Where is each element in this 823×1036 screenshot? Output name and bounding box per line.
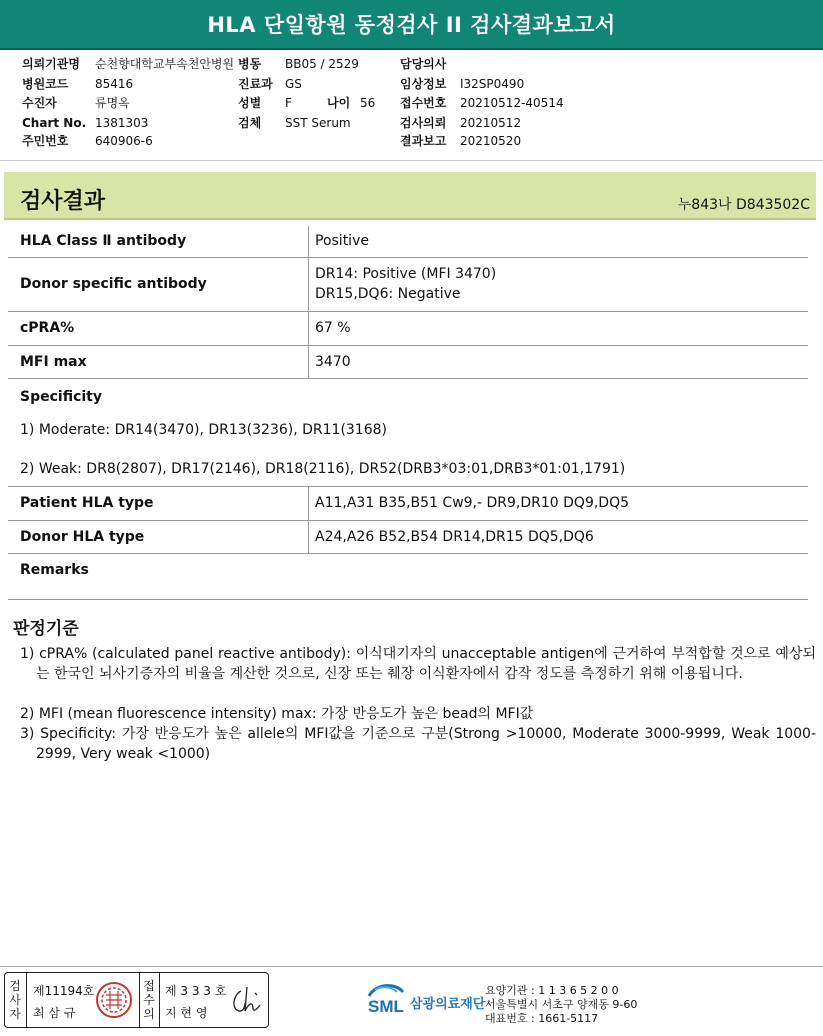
cpra-label: cPRA% (20, 320, 75, 336)
criteria-item-3: 3) Specificity: 가장 반응도가 높은 allele의 MFI값을 기준으로 구분(Strong >10000, Moderate 3000-9999, Weak 1000-2999, Very weak <1000) (20, 726, 816, 762)
row-remarks (8, 554, 808, 600)
ward-label: 병동 (238, 57, 262, 71)
results-section-title: 검사결과 (20, 189, 106, 214)
row-class2-antibody (8, 226, 808, 258)
accession-number: 누843나 D843502C (677, 197, 810, 213)
age-label: 나이 (327, 96, 351, 110)
chart-label: Chart No. (22, 116, 87, 130)
header-divider (0, 160, 823, 161)
patient-hla-label: Patient HLA type (20, 495, 154, 511)
lab-phone: 대표번호 : 1661-5117 (485, 1012, 599, 1025)
criteria-title: 판정기준 (13, 619, 79, 639)
clinical-info-label: 임상정보 (400, 77, 447, 91)
specificity-label: Specificity (20, 389, 102, 405)
receipt-value: 20210512-40514 (460, 96, 564, 110)
request-label: 검사의뢰 (400, 116, 447, 130)
mfi-value: 3470 (315, 354, 351, 370)
seal-stamp-icon (95, 981, 133, 1019)
tester-license: 제11194호 (33, 984, 95, 998)
resident-label: 주민번호 (22, 134, 69, 148)
institution-label: 의뢰기관명 (22, 57, 80, 71)
criteria-item-1: 1) cPRA% (calculated panel reactive antibody): 이식대기자의 unacceptable antigen에 근거하여 부적합할 것으로 예상되는 한국인 뇌사기증자의 비율을 계산한 것으로, 신장 또는 췌장 이식환자에서 감작 정도를 측정하기 위해 이용됩니다. (20, 646, 816, 682)
lab-address: 서울특별시 서초구 양재동 9-60 (485, 998, 638, 1011)
request-value: 20210512 (460, 116, 522, 130)
approver-name: 지 현 영 (165, 1006, 208, 1020)
row-cpra (8, 312, 808, 346)
department-value: GS (285, 77, 302, 91)
footer-divider (0, 966, 823, 967)
institution-value: 순천향대학교부속천안병원 (95, 57, 235, 71)
donor-hla-label: Donor HLA type (20, 529, 145, 545)
dsa-value-1: DR14: Positive (MFI 3470) (315, 266, 497, 282)
sex-label: 성별 (238, 96, 262, 110)
approver-license: 제 3 3 3 호 (165, 984, 227, 998)
mfi-label: MFI max (20, 354, 87, 370)
tester-name: 최 삼 규 (33, 1006, 76, 1020)
row-donor-hla (8, 521, 808, 554)
sml-logo-icon (365, 978, 407, 1020)
age-value: 56 (360, 96, 376, 110)
hospital-code-label: 병원코드 (22, 77, 69, 91)
row-patient-hla (8, 487, 808, 521)
row-donor-specific-antibody (8, 258, 808, 312)
doctor-label: 담당의사 (400, 57, 447, 71)
lab-code: 요양기관 : 1 1 3 6 5 2 0 0 (485, 984, 619, 997)
sml-logo-text: SML (368, 997, 404, 1016)
tester-label: 검사자 (9, 979, 21, 1021)
criteria-item-2: 2) MFI (mean fluorescence intensity) max: 가장 반응도가 높은 bead의 MFI값 (20, 706, 534, 722)
report-date-label: 결과보고 (400, 134, 447, 148)
org-name: 삼광의료재단 (410, 997, 486, 1012)
clinical-info-value: I32SP0490 (460, 77, 525, 91)
specimen-value: SST Serum (285, 116, 351, 130)
cpra-value: 67 % (315, 320, 351, 336)
dsa-label: Donor specific antibody (20, 276, 207, 292)
ward-value: BB05 / 2529 (285, 57, 359, 71)
receipt-label: 접수번호 (400, 96, 447, 110)
patient-label: 수진자 (22, 96, 57, 110)
report-title: HLA 단일항원 동정검사 II 검사결과보고서 (0, 0, 823, 50)
sex-value: F (285, 96, 292, 110)
results-section-bar (4, 172, 816, 220)
row-mfi-max (8, 346, 808, 379)
patient-value: 류명옥 (95, 96, 130, 110)
signature-icon (227, 983, 263, 1017)
signature-box (4, 972, 269, 1028)
dsa-value-2: DR15,DQ6: Negative (315, 286, 461, 302)
donor-hla-value: A24,A26 B52,B54 DR14,DR15 DQ5,DQ6 (315, 529, 594, 545)
specificity-moderate: 1) Moderate: DR14(3470), DR13(3236), DR11(3168) (20, 422, 387, 438)
specimen-label: 검체 (238, 116, 262, 130)
approver-label: 접수의 (143, 979, 155, 1021)
specificity-weak: 2) Weak: DR8(2807), DR17(2146), DR18(2116), DR52(DRB3*03:01,DRB3*01:01,1791) (20, 461, 626, 477)
hospital-code-value: 85416 (95, 77, 134, 91)
chart-value: 1381303 (95, 116, 149, 130)
resident-value: 640906-6 (95, 134, 153, 148)
department-label: 진료과 (238, 77, 273, 91)
class2-value: Positive (315, 233, 369, 249)
report-date-value: 20210520 (460, 134, 522, 148)
remarks-label: Remarks (20, 562, 89, 578)
class2-label: HLA Class Ⅱ antibody (20, 233, 187, 249)
patient-hla-value: A11,A31 B35,B51 Cw9,- DR9,DR10 DQ9,DQ5 (315, 495, 630, 511)
